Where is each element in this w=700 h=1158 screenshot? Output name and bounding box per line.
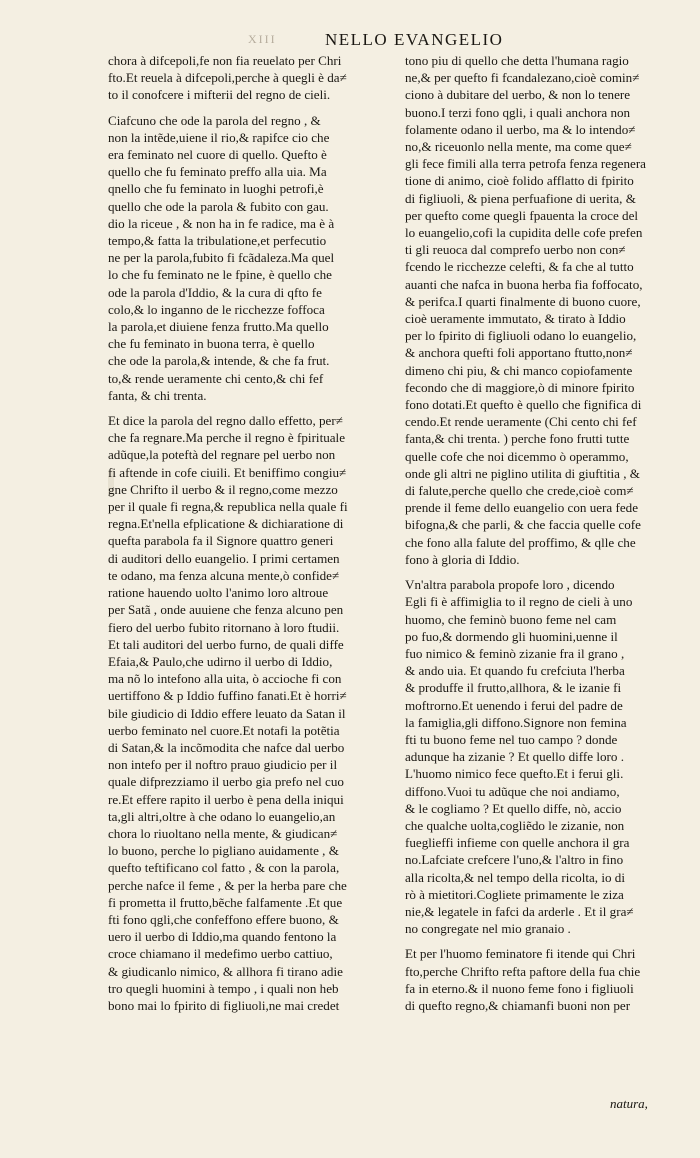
text-line: ta,gli altri,oltre à che odano lo euangelio,an xyxy=(108,808,336,824)
text-line: no.Lafciate crefcere l'uno,& l'altro in fino xyxy=(405,852,624,868)
text-line: auanti che nafca in buona herba fia foffocato, xyxy=(405,276,643,292)
text-line: gne Chrifto il uerbo & il regno,come mezzo xyxy=(108,481,338,497)
paragraph xyxy=(405,576,688,937)
text-line: to,& rende ueramente chi cento,& chi fef xyxy=(108,370,324,386)
text-line: ne per la parola,fubito fi fcãdaleza.Ma quel xyxy=(108,250,335,266)
text-line: & giudicanlo nimico, & allhora fi tirano adie xyxy=(108,963,343,979)
text-line: cioè ueramente immutato, & tirato à Iddio xyxy=(405,311,626,327)
text-line: onde gli altri ne piglino utilita di giuftitia , & xyxy=(405,465,640,481)
text-line: che qualche uolta,cogliẽdo le zizanie, non xyxy=(405,817,625,833)
text-line: lo buono, perche lo pigliano auidamente , & xyxy=(108,843,339,859)
text-line: fecondo che di maggiore,ò di minore fpirito xyxy=(405,379,635,395)
text-line: Et dice la parola del regno dallo effetto, per≠ xyxy=(108,413,343,429)
text-line: ode la parola d'Iddio, & la cura di qfto fe xyxy=(108,284,322,300)
text-line: quefta parabola fa il Signore quattro generi xyxy=(108,533,334,549)
text-line: perche nafce il feme , & per la herba pare che xyxy=(108,877,347,893)
text-line: di quefto regno,& chiamanfi buoni non per xyxy=(405,997,631,1013)
text-line: cendo.Et rende ueramente (Chi cento chi fef xyxy=(405,414,637,430)
text-line: fti fono qgli,che confeffono effere buono, & xyxy=(108,911,339,927)
text-line: diffono.Vuoi tu adũque che noi andiamo, xyxy=(405,783,620,799)
text-line: fti tu buono feme nel tuo campo ? donde xyxy=(405,731,618,747)
text-line: prende il feme dello euangelio con uera fede xyxy=(405,500,639,516)
text-line: non la intẽde,uiene il rio,& rapifce cio che xyxy=(108,129,330,145)
text-line: la parola,et diuiene fenza frutto.Ma quello xyxy=(108,319,329,335)
text-line: gli fece fimili alla terra petrofa fenza regenera xyxy=(405,156,646,172)
text-line: Et per l'huomo feminatore fi itende qui Chri xyxy=(405,946,636,962)
text-line: per il quale fi regna,& republica nella quale fi xyxy=(108,499,348,515)
text-line: ne,& per quefto fi fcandalezano,cioè comin≠ xyxy=(405,70,640,86)
text-line: Efaia,& Paulo,che udirno il uerbo di Iddio, xyxy=(108,653,333,669)
text-line: fiero del uerbo fubito ritornano à loro ftudii. xyxy=(108,619,340,635)
text-line: tro quegli huomini à tempo , i quali non heb xyxy=(108,980,339,996)
text-line: adunque ha zizanie ? Et quello diffe loro . xyxy=(405,749,624,765)
text-line: adũque,la poteftà del regnare pel uerbo non xyxy=(108,447,336,463)
text-line: ratione hauendo uolto l'animo loro altroue xyxy=(108,585,329,601)
text-line: te odano, ma fenza alcuna mente,ò confide≠ xyxy=(108,567,340,583)
paragraph xyxy=(108,112,394,404)
text-line: fueglieffi infieme con quelle anchora il gra xyxy=(405,835,630,851)
text-line: bono mai lo fpirito di figliuoli,ne mai credet xyxy=(108,997,340,1013)
text-line: fi aftende in cofe ciuili. Et beniffimo congiu≠ xyxy=(108,464,347,480)
text-line: & produffe il frutto,allhora, & le izanie fi xyxy=(405,680,622,696)
text-line: croce chiamano il medefimo uerbo cattiuo, xyxy=(108,946,333,962)
text-line: per lo fpirito di figliuoli odano lo euangelio, xyxy=(405,328,637,344)
text-line: di falute,perche quello che crede,cioè com≠ xyxy=(405,483,634,499)
text-line: tono piu di quello che detta l'humana ragio xyxy=(405,53,629,68)
text-line: & le cogliamo ? Et quello diffe, nò, accio xyxy=(405,800,622,816)
text-line: quello che ode la parola & fubito con gau. xyxy=(108,198,329,214)
text-line: di Satan,& la incõmodita che nafce dal uerbo xyxy=(108,739,345,755)
text-line: fa in eterno.& il nuono feme fono i figliuoli xyxy=(405,980,634,996)
folio-number: XIII xyxy=(248,32,277,46)
text-line: qnello che fu feminato in luoghi petrofi,è xyxy=(108,181,324,197)
text-line: che fu feminato in buona terra, è quello xyxy=(108,336,315,352)
text-line: quale difprezziamo il uerbo gia prefo nel cuo xyxy=(108,774,344,790)
paragraph xyxy=(405,945,688,1014)
paragraph xyxy=(108,52,394,104)
text-line: era feminato nel cuore di quello. Quefto è xyxy=(108,147,327,163)
text-line: ma nõ lo intefono alla uita, ò accioche fi con xyxy=(108,671,342,687)
text-line: chora à difcepoli,fe non fia reuelato per Chri xyxy=(108,53,342,68)
text-line: re.Et effere rapito il uerbo è pena della iniqui xyxy=(108,791,344,807)
text-line: L'huomo nimico fece quefto.Et i ferui gli. xyxy=(405,766,624,782)
text-line: Ciafcuno che ode la parola del regno , & xyxy=(108,112,321,128)
text-line: che fa regnare.Ma perche il regno è fpirituale xyxy=(108,430,346,446)
text-line: uerbo feminato nel cuore.Et notafi la potẽtia xyxy=(108,722,340,738)
text-line: & perifca.I quarti finalmente di buono cuore, xyxy=(405,293,641,309)
text-line: tione di animo, cioè folido afflatto di fpirito xyxy=(405,173,634,189)
text-line: fi prometta il frutto,bẽche falfamente .Et que xyxy=(108,894,343,910)
text-line: bile giudicio di Iddio effere leuato da Satan il xyxy=(108,705,346,721)
text-line: dimeno chi piu, & chi manco copiofamente xyxy=(405,362,633,378)
text-line: colo,& lo inganno de le ricchezze foffoca xyxy=(108,301,325,317)
running-head: NELLO EVANGELIO xyxy=(325,30,504,49)
text-line: Et tali auditori del uerbo furno, de quali diffe xyxy=(108,636,344,652)
text-line: ciono à dubitare del uerbo, & non lo tenere xyxy=(405,87,631,103)
text-line: uero il uerbo di Iddio,ma quando fentono la xyxy=(108,929,337,945)
text-line: fanta,& chi trenta. ) perche fono frutti tutte xyxy=(405,431,630,447)
text-line: fcendo le ricchezze celefti, & fa che al tutto xyxy=(405,259,634,275)
right-column xyxy=(405,52,688,1014)
text-line: buono.I terzi fono qgli, i quali anchora non xyxy=(405,104,631,120)
text-line: per Satã , onde auuiene che fenza alcuno pen xyxy=(108,602,344,618)
paragraph xyxy=(108,412,394,1014)
text-line: po fuo,& dormendo gli huomini,uenne il xyxy=(405,628,618,644)
text-line: alla ricolta,& nel tempo della ricolta, io di xyxy=(405,869,625,885)
text-line: nie,& legatele in fafci da arderle . Et il gra≠ xyxy=(405,903,634,919)
text-line: quefto teftificano col fatto , & con la parola, xyxy=(108,860,340,876)
text-line: la famiglia,gli diffono.Signore non femina xyxy=(405,714,627,730)
text-line: fuo nimico & feminò zizanie fra il grano , xyxy=(405,645,625,661)
text-line: fono à gloria di Iddio. xyxy=(405,551,520,567)
text-line: huomo, che feminò buono feme nel cam xyxy=(405,611,617,627)
text-line: uertiffono & p Iddio fuffino fanati.Et è horri≠ xyxy=(108,688,347,704)
text-line: rò à mietitori.Cogliete primamente le ziza xyxy=(405,886,624,902)
text-line: no,& riceuonlo nella mente, ma come que≠ xyxy=(405,139,632,155)
left-column xyxy=(108,52,394,1014)
text-line: folamente odano il uerbo, ma & lo intendo≠ xyxy=(405,121,636,137)
text-line: fono dotati.Et quefto è quello che fignifica di xyxy=(405,397,642,413)
text-line: quello che fu feminato preffo alla uia. Ma xyxy=(108,164,327,180)
text-line: dio la riceue , & non ha in fe radice, ma è à xyxy=(108,215,335,231)
text-line: per quefto come quegli fpauenta la croce del xyxy=(405,207,639,223)
text-line: moftrorno.Et uenendo i ferui del padre de xyxy=(405,697,623,713)
text-line: regna.Et'nella efplicatione & dichiaratione di xyxy=(108,516,344,532)
text-line: no congregate nel mio granaio . xyxy=(405,921,571,937)
text-line: di auditori dello euangelio. I primi certamen xyxy=(108,550,340,566)
text-line: lo euangelio,cofi la cupidita delle cofe prefen xyxy=(405,225,643,241)
text-line: lo che fu feminato ne le fpine, è quello che xyxy=(108,267,332,283)
text-line: & anchora quefti foli apportano ftutto,non≠ xyxy=(405,345,633,361)
text-line: tempo,& fatta la tribulatione,et perfecutio xyxy=(108,233,327,249)
text-line: Egli fi è affimiglia to il regno de cieli à uno xyxy=(405,594,633,610)
text-line: che ode la parola,& intende, & che fa frut. xyxy=(108,353,330,369)
text-line: di figliuoli, & piena perfuafione di uerita, & xyxy=(405,190,636,206)
text-line: fto,perche Chrifto refta paftore della fua chie xyxy=(405,963,641,979)
text-line: fanta, & chi trenta. xyxy=(108,387,207,403)
text-line: che fono alla falute del proffimo, & qlle che xyxy=(405,534,636,550)
text-line: bifogna,& che parli, & che faccia quelle cofe xyxy=(405,517,641,533)
text-line: non intefo per il noftro prauo giudicio per il xyxy=(108,757,338,773)
text-line: & ando uia. Et quando fu crefciuta l'herba xyxy=(405,663,625,679)
catchword: natura, xyxy=(610,1096,648,1111)
text-line: chora lo riuoltano nella mente, & giudican≠ xyxy=(108,825,338,841)
text-line: ti gli reuoca dal comprefo uerbo non con≠ xyxy=(405,242,626,258)
text-line: Vn'altra parabola propofe loro , dicendo xyxy=(405,577,615,593)
text-line: quelle cofe che noi dicemmo ò operammo, xyxy=(405,448,629,464)
text-line: to il conofcere i mifterii del regno de cieli. xyxy=(108,87,331,103)
text-line: fto.Et reuela à difcepoli,perche à quegli è da≠ xyxy=(108,70,347,86)
paragraph xyxy=(405,52,688,568)
